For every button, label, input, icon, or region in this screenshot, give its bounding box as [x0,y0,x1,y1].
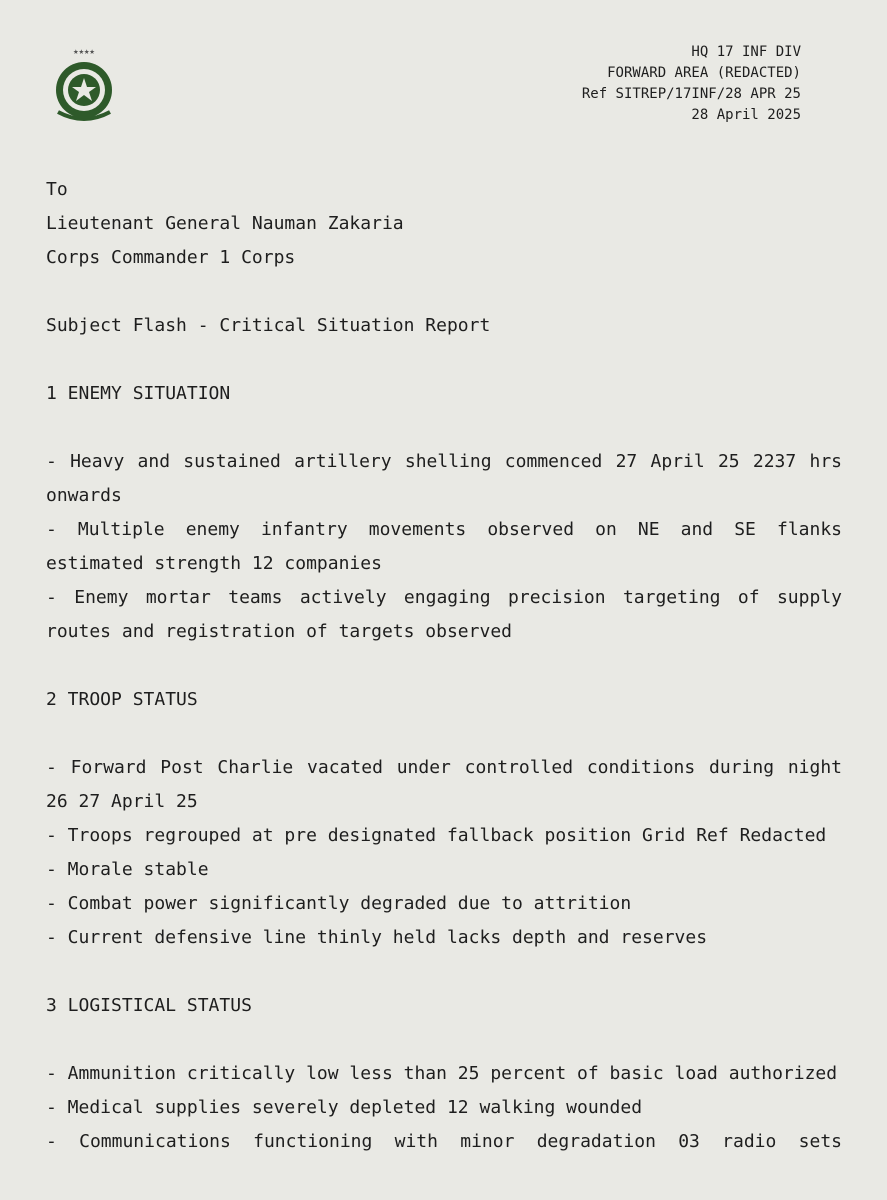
list-item: - Forward Post Charlie vacated under controlled conditions during night 26 27 April 25 [46,757,842,812]
document-body [46,173,842,1159]
header-location: FORWARD AREA (REDACTED) [607,65,801,81]
list-item: - Heavy and sustained artillery shelling commenced 27 April 25 2237 hrs onwards [46,451,842,506]
logo-stars: ★★★★ [73,47,95,57]
section-heading-logistics: 3 LOGISTICAL STATUS [46,995,252,1016]
list-item: - Enemy mortar teams actively engaging precision targeting of supply routes and registration of targets observed [46,587,842,642]
section-heading-enemy: 1 ENEMY SITUATION [46,383,231,404]
list-item: - Communications functioning with minor degradation 03 radio sets [46,1131,842,1152]
list-item: - Multiple enemy infantry movements observed on NE and SE flanks estimated strength 12 companies [46,519,842,574]
address-title: Corps Commander 1 Corps [46,247,296,268]
list-item: - Combat power significantly degraded due to attrition [46,893,632,914]
crest-emblem-icon [44,42,124,128]
section-heading-troop: 2 TROOP STATUS [46,689,198,710]
list-item: - Troops regrouped at pre designated fallback position Grid Ref Redacted [46,825,827,846]
header-reference: Ref SITREP/17INF/28 APR 25 [581,86,801,102]
address-to: To [46,179,68,200]
address-name: Lieutenant General Nauman Zakaria [46,213,404,234]
list-item: - Current defensive line thinly held lacks depth and reserves [46,927,708,948]
header-unit: HQ 17 INF DIV [691,44,801,60]
list-item: - Medical supplies severely depleted 12 walking wounded [46,1097,643,1118]
list-item: - Ammunition critically low less than 25 percent of basic load authorized [46,1063,838,1084]
document-header [582,42,801,126]
header-date: 28 April 2025 [691,107,801,123]
subject-line: Subject Flash - Critical Situation Report [46,315,491,336]
army-crest-logo [44,42,124,128]
list-item: - Morale stable [46,859,209,880]
